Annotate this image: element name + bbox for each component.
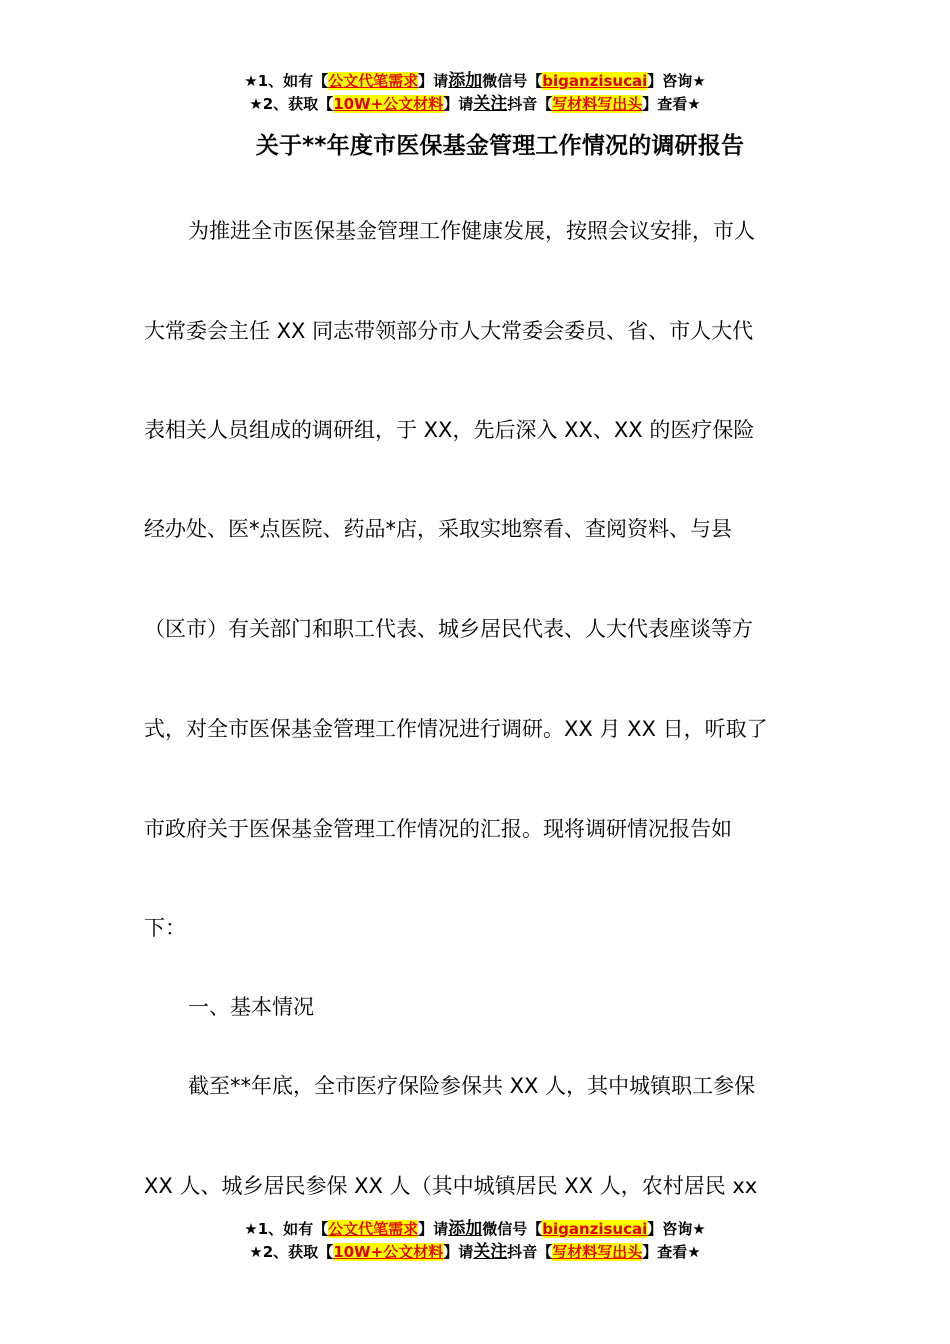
- banner-highlight: 公文代笔需求: [328, 1220, 419, 1238]
- banner-text: 】咨询★: [647, 72, 706, 90]
- banner-text: 】请: [418, 1220, 449, 1238]
- banner-douyin-id: 写材料写出头: [552, 95, 643, 113]
- banner-text: 微信号【: [482, 1220, 543, 1238]
- banner-wechat-id: biganzisucai: [542, 72, 648, 90]
- banner-text: ★2、获取【: [249, 1243, 334, 1261]
- banner-highlight: 10W+公文材料: [333, 1243, 444, 1261]
- banner-line-2: [0, 93, 950, 116]
- banner-text: 】请: [443, 1243, 474, 1261]
- banner-text: 】请: [418, 72, 449, 90]
- banner-emphasis: 关注: [473, 1242, 508, 1262]
- banner-text: 抖音【: [507, 1243, 553, 1261]
- top-banner: [0, 70, 950, 116]
- banner-text: 】咨询★: [647, 1220, 706, 1238]
- section-heading: 一、基本情况: [188, 995, 314, 1019]
- banner-line-2: [0, 1241, 950, 1264]
- document-title: 关于**年度市医保基金管理工作情况的调研报告: [255, 133, 745, 159]
- paragraph-line: 下：: [144, 916, 186, 940]
- banner-wechat-id: biganzisucai: [542, 1220, 648, 1238]
- banner-highlight: 10W+公文材料: [333, 95, 444, 113]
- banner-line-1: [0, 1218, 950, 1241]
- paragraph-line: 表相关人员组成的调研组，于 XX，先后深入 XX、XX 的医疗保险: [144, 418, 755, 442]
- banner-text: ★2、获取【: [249, 95, 334, 113]
- paragraph-line: 经办处、医*点医院、药品*店，采取实地察看、查阅资料、与县: [144, 517, 732, 541]
- paragraph-line: （区市）有关部门和职工代表、城乡居民代表、人大代表座谈等方: [144, 617, 753, 641]
- banner-emphasis: 添加: [448, 71, 483, 91]
- paragraph-line: 为推进全市医保基金管理工作健康发展，按照会议安排，市人: [188, 219, 755, 243]
- banner-highlight: 公文代笔需求: [328, 72, 419, 90]
- paragraph-line: 市政府关于医保基金管理工作情况的汇报。现将调研情况报告如: [144, 817, 732, 841]
- banner-douyin-id: 写材料写出头: [552, 1243, 643, 1261]
- banner-text: 抖音【: [507, 95, 553, 113]
- paragraph-line: 式，对全市医保基金管理工作情况进行调研。XX 月 XX 日，听取了: [144, 717, 768, 741]
- banner-line-1: [0, 70, 950, 93]
- banner-text: 】查看★: [642, 1243, 701, 1261]
- paragraph-line: 大常委会主任 XX 同志带领部分市人大常委会委员、省、市人大代: [144, 319, 754, 343]
- paragraph-line: XX 人、城乡居民参保 XX 人（其中城镇居民 XX 人，农村居民 xx: [144, 1174, 758, 1198]
- banner-emphasis: 添加: [448, 1219, 483, 1239]
- bottom-banner: [0, 1218, 950, 1264]
- banner-emphasis: 关注: [473, 94, 508, 114]
- banner-text: 】请: [443, 95, 474, 113]
- banner-text: ★1、如有【: [244, 1220, 329, 1238]
- banner-text: 微信号【: [482, 72, 543, 90]
- paragraph-line: 截至**年底，全市医疗保险参保共 XX 人，其中城镇职工参保: [188, 1074, 756, 1098]
- banner-text: 】查看★: [642, 95, 701, 113]
- banner-text: ★1、如有【: [244, 72, 329, 90]
